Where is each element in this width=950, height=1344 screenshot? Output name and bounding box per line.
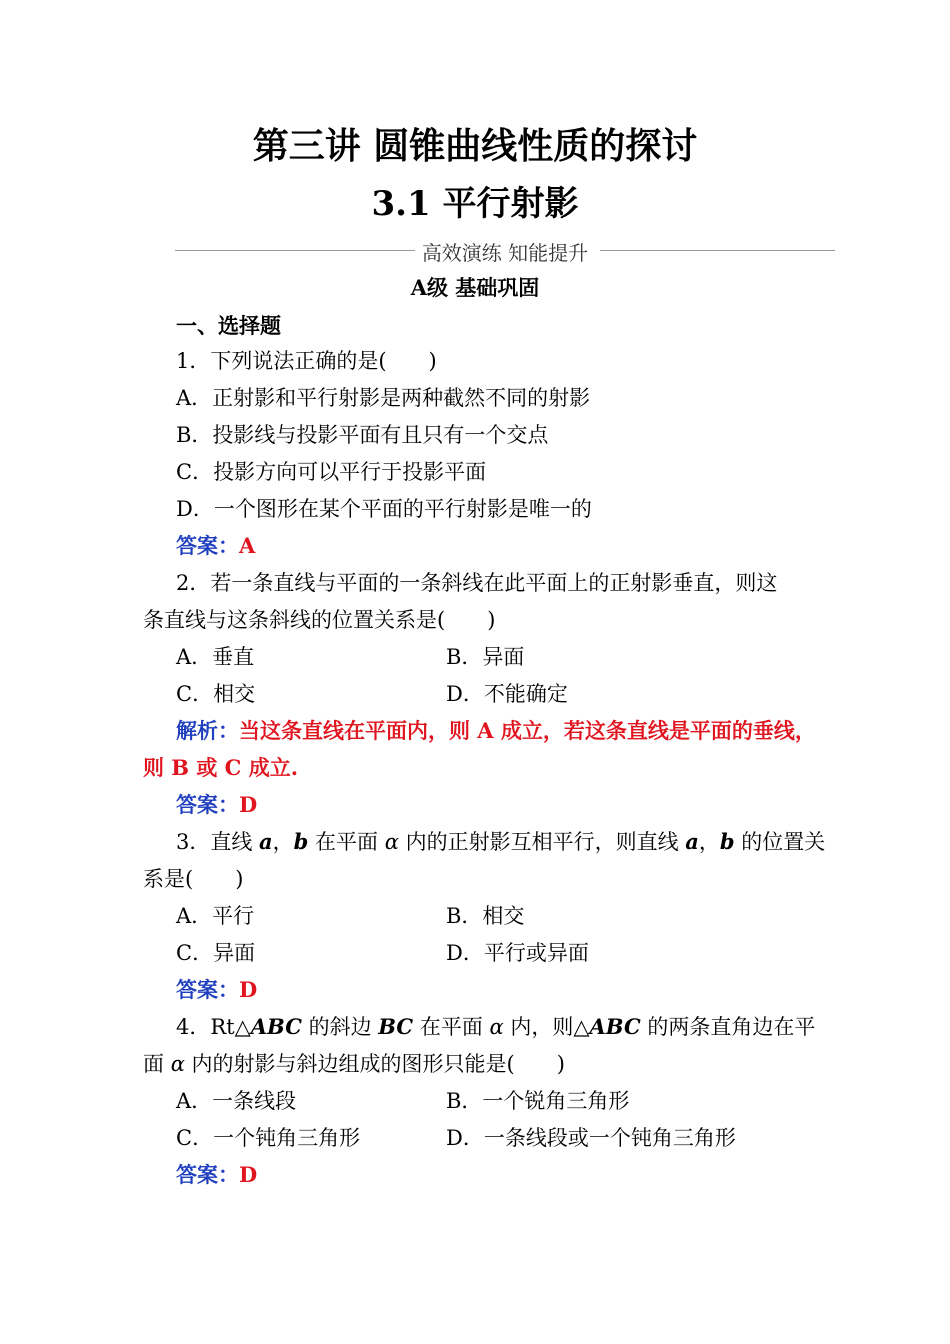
q4-text-7: 内的射影与斜边组成的图形只能是( )	[184, 1052, 565, 1076]
q1-option-c: C．投影方向可以平行于投影平面	[176, 460, 487, 484]
q3-answer-value: D	[239, 977, 258, 1002]
q4-stem-line2	[143, 1050, 565, 1078]
q1-answer	[176, 532, 255, 560]
level-heading: A级 基础巩固	[410, 275, 540, 300]
q1-stem	[176, 347, 437, 375]
banner-text: 高效演练 知能提升	[418, 241, 592, 265]
q4-var-bc: BC	[378, 1014, 414, 1039]
q3-var-a-2: a	[685, 829, 699, 854]
q1-answer-value: A	[239, 533, 256, 558]
q3-var-b: b	[293, 829, 309, 854]
q3-stem-line2: 系是( )	[143, 867, 244, 891]
q1-option-a: A．正射影和平行射影是两种截然不同的射影	[176, 386, 591, 410]
q2-option-d: D．不能确定	[446, 682, 568, 706]
q2-option-c: C．相交	[176, 682, 256, 706]
q1-stem-text: 1．下列说法正确的是( )	[176, 349, 437, 373]
q4-text-4: 内，则△	[503, 1015, 590, 1039]
lecture-title: 第三讲 圆锥曲线性质的探讨	[252, 125, 698, 167]
q2-answer-value: D	[239, 792, 258, 817]
section-title: 3.1 平行射影	[371, 184, 579, 224]
q4-answer-value: D	[239, 1162, 258, 1187]
q1-option-b: B．投影线与投影平面有且只有一个交点	[176, 423, 549, 447]
q2-analysis-label: 解析：	[176, 718, 239, 743]
q2-answer-label: 答案：	[176, 792, 239, 817]
q3-stem-line1	[176, 828, 825, 856]
q3-var-b-2: b	[719, 829, 735, 854]
q4-option-a: A．一条线段	[176, 1089, 297, 1113]
q3-answer	[176, 976, 257, 1004]
q4-var-abc-2: ABC	[589, 1014, 641, 1039]
q4-option-c: C．一个钝角三角形	[176, 1126, 361, 1150]
q3-text-4: 的位置关	[734, 830, 826, 854]
q4-text-6: 面	[143, 1052, 171, 1076]
q3-var-a: a	[259, 829, 273, 854]
q2-option-a: A．垂直	[176, 645, 255, 669]
q4-text-3: 在平面	[413, 1015, 490, 1039]
q2-analysis-line1	[176, 717, 816, 745]
q4-option-b: B．一个锐角三角形	[446, 1089, 630, 1113]
q4-var-alpha-2: α	[170, 1052, 185, 1076]
q3-answer-label: 答案：	[176, 977, 239, 1002]
section-heading: 一、选择题	[176, 313, 281, 338]
q4-text-5: 的两条直角边在平	[640, 1015, 816, 1039]
q4-stem-line1	[176, 1013, 815, 1041]
q3-option-b: B．相交	[446, 904, 525, 928]
q3-option-c: C．异面	[176, 941, 256, 965]
q4-answer-label: 答案：	[176, 1162, 239, 1187]
banner	[175, 235, 835, 265]
q3-var-alpha: α	[384, 830, 399, 854]
q4-answer	[176, 1161, 257, 1189]
q2-analysis-text1: 当这条直线在平面内，则 A 成立，若这条直线是平面的垂线，	[239, 718, 816, 743]
q3-option-a: A．平行	[176, 904, 255, 928]
q3-text-1: 3．直线	[176, 830, 260, 854]
q2-answer	[176, 791, 257, 819]
q3-text-2: 在平面	[308, 830, 385, 854]
q4-text-1: 4．Rt△	[176, 1015, 251, 1039]
q3-comma: ，	[272, 830, 294, 854]
q4-var-abc: ABC	[250, 1014, 302, 1039]
q1-answer-label: 答案：	[176, 533, 239, 558]
q3-option-d: D．平行或异面	[446, 941, 589, 965]
q4-option-d: D．一条线段或一个钝角三角形	[446, 1126, 736, 1150]
q3-comma-2: ，	[698, 830, 720, 854]
q4-var-alpha: α	[489, 1015, 504, 1039]
q4-text-2: 的斜边	[301, 1015, 379, 1039]
q2-option-b: B．异面	[446, 645, 525, 669]
q1-option-d: D．一个图形在某个平面的平行射影是唯一的	[176, 497, 592, 521]
q2-analysis-line2: 则 B 或 C 成立.	[143, 755, 299, 780]
q2-stem-line2: 条直线与这条斜线的位置关系是( )	[143, 608, 496, 632]
q3-text-3: 内的正射影互相平行，则直线	[398, 830, 686, 854]
q2-stem-line1: 2．若一条直线与平面的一条斜线在此平面上的正射影垂直，则这	[176, 571, 778, 595]
